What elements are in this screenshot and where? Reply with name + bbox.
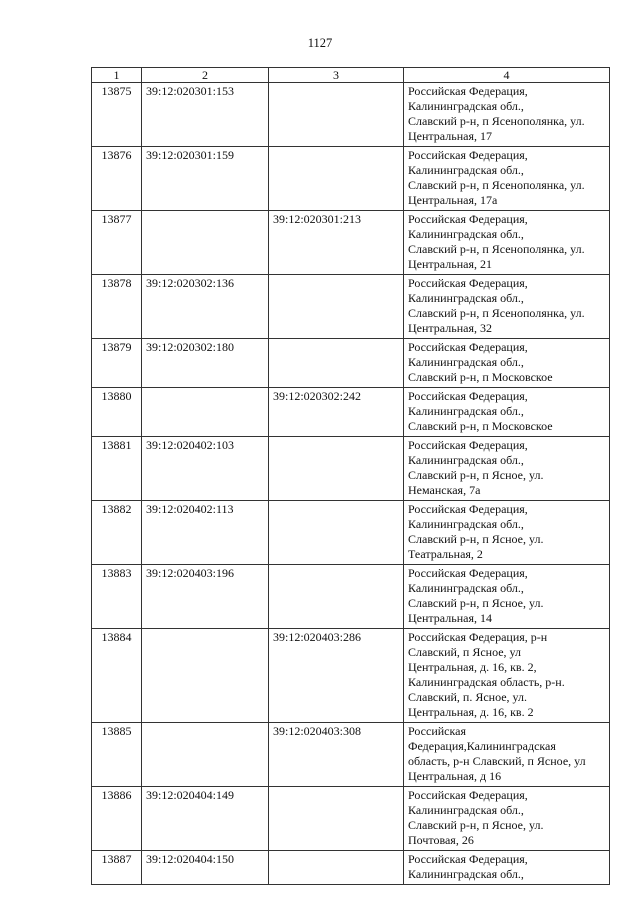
table-row (92, 388, 610, 437)
cadastral-number-cell: 39:12:020301:159 (142, 147, 269, 211)
address-cell: Российская Федерация, Калининградская обл., Славский р-н, п Ясенополянка, ул. Центральная, 17 (404, 83, 610, 147)
row-number-cell: 13881 (92, 437, 142, 501)
related-cadastral-number-cell (269, 437, 404, 501)
address-cell: Российская Федерация, Калининградская обл., Славский р-н, п Ясенополянка, ул. Центральная, 17а (404, 147, 610, 211)
row-number-cell: 13885 (92, 723, 142, 787)
cadastral-number-cell: 39:12:020402:113 (142, 501, 269, 565)
related-cadastral-number-cell: 39:12:020301:213 (269, 211, 404, 275)
address-cell: Российская Федерация, р-н Славский, п Ясное, ул Центральная, д. 16, кв. 2, Калининградская область, р-н. Славский, п. Ясное, ул. Центральная, д. 16, кв. 2 (404, 629, 610, 723)
cadastral-number-cell: 39:12:020402:103 (142, 437, 269, 501)
table-body (92, 83, 610, 885)
table-row (92, 211, 610, 275)
address-cell: Российская Федерация, Калининградская обл., Славский р-н, п Ясное, ул. Центральная, 14 (404, 565, 610, 629)
table-row (92, 339, 610, 388)
cadastral-number-cell (142, 629, 269, 723)
table-row (92, 851, 610, 885)
header-col-4: 4 (404, 68, 610, 83)
row-number-cell: 13875 (92, 83, 142, 147)
page-number: 1127 (307, 36, 333, 50)
header-col-3: 3 (269, 68, 404, 83)
address-cell: Российская Федерация, Калининградская обл., Славский р-н, п Ясное, ул. Неманская, 7а (404, 437, 610, 501)
address-cell: Российская Федерация,Калининградская область, р-н Славский, п Ясное, ул Центральная, д 16 (404, 723, 610, 787)
row-number-cell: 13876 (92, 147, 142, 211)
related-cadastral-number-cell (269, 851, 404, 885)
row-number-cell: 13879 (92, 339, 142, 388)
row-number-cell: 13878 (92, 275, 142, 339)
cadastral-number-cell: 39:12:020302:180 (142, 339, 269, 388)
related-cadastral-number-cell (269, 147, 404, 211)
row-number-cell: 13880 (92, 388, 142, 437)
table-row (92, 501, 610, 565)
related-cadastral-number-cell (269, 787, 404, 851)
cadastral-number-cell: 39:12:020302:136 (142, 275, 269, 339)
table-row (92, 723, 610, 787)
address-cell: Российская Федерация, Калининградская обл., Славский р-н, п Ясенополянка, ул. Центральная, 21 (404, 211, 610, 275)
address-cell: Российская Федерация, Калининградская обл., Славский р-н, п Ясенополянка, ул. Центральная, 32 (404, 275, 610, 339)
address-cell: Российская Федерация, Калининградская обл., Славский р-н, п Ясное, ул. Почтовая, 26 (404, 787, 610, 851)
header-col-2: 2 (142, 68, 269, 83)
related-cadastral-number-cell (269, 275, 404, 339)
address-cell: Российская Федерация, Калининградская обл., (404, 851, 610, 885)
cadastral-number-cell: 39:12:020301:153 (142, 83, 269, 147)
cadastral-number-cell: 39:12:020404:149 (142, 787, 269, 851)
row-number-cell: 13882 (92, 501, 142, 565)
row-number-cell: 13887 (92, 851, 142, 885)
row-number-cell: 13886 (92, 787, 142, 851)
address-cell: Российская Федерация, Калининградская обл., Славский р-н, п Ясное, ул. Театральная, 2 (404, 501, 610, 565)
table-row (92, 787, 610, 851)
table-row (92, 275, 610, 339)
header-row (92, 68, 610, 83)
address-cell: Российская Федерация, Калининградская обл., Славский р-н, п Московское (404, 339, 610, 388)
header-col-1: 1 (92, 68, 142, 83)
related-cadastral-number-cell (269, 83, 404, 147)
table-row (92, 147, 610, 211)
table-row (92, 565, 610, 629)
related-cadastral-number-cell (269, 565, 404, 629)
registry-table (91, 67, 610, 885)
cadastral-number-cell (142, 388, 269, 437)
cadastral-number-cell (142, 211, 269, 275)
row-number-cell: 13883 (92, 565, 142, 629)
table-header (92, 68, 610, 83)
related-cadastral-number-cell: 39:12:020403:308 (269, 723, 404, 787)
address-cell: Российская Федерация, Калининградская обл., Славский р-н, п Московское (404, 388, 610, 437)
related-cadastral-number-cell: 39:12:020302:242 (269, 388, 404, 437)
cadastral-number-cell: 39:12:020403:196 (142, 565, 269, 629)
table-row (92, 83, 610, 147)
related-cadastral-number-cell (269, 501, 404, 565)
table-row (92, 629, 610, 723)
cadastral-number-cell: 39:12:020404:150 (142, 851, 269, 885)
related-cadastral-number-cell (269, 339, 404, 388)
table-row (92, 437, 610, 501)
row-number-cell: 13877 (92, 211, 142, 275)
row-number-cell: 13884 (92, 629, 142, 723)
related-cadastral-number-cell: 39:12:020403:286 (269, 629, 404, 723)
cadastral-number-cell (142, 723, 269, 787)
